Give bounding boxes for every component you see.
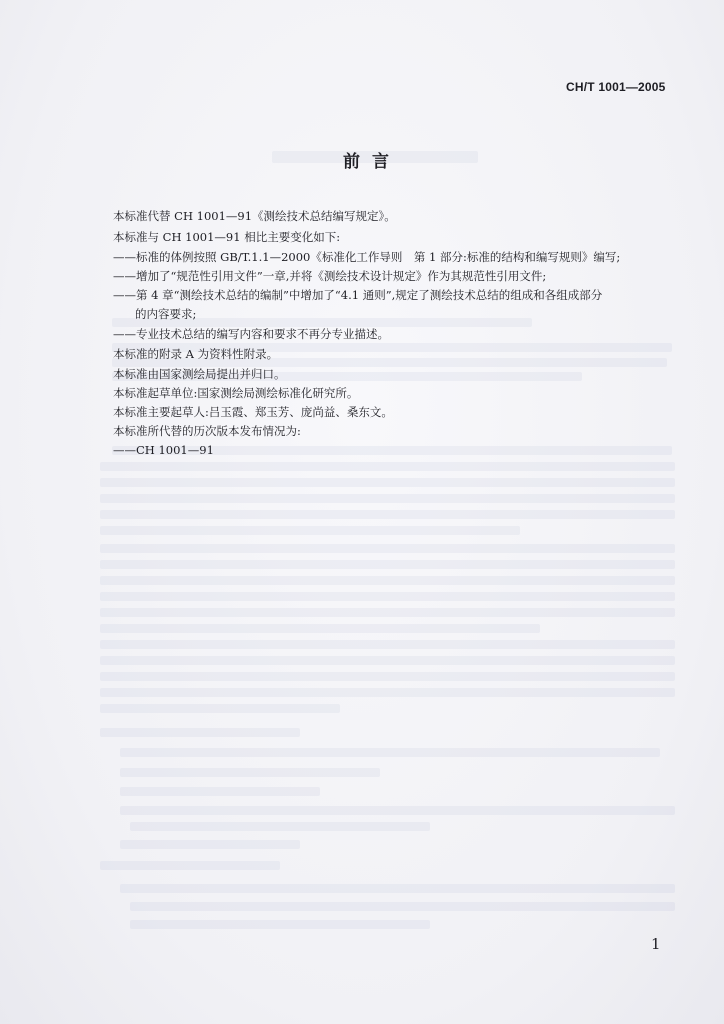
document-code: CH/T 1001—2005 [566, 80, 666, 94]
foreword-line: ——CH 1001—91 [113, 443, 214, 457]
foreword-line: 本标准的附录 A 为资料性附录。 [113, 347, 279, 361]
foreword-line: 本标准所代替的历次版本发布情况为: [113, 424, 301, 438]
foreword-line: 本标准代替 CH 1001—91《测绘技术总结编写规定》。 [113, 209, 396, 223]
foreword-line: ——第 4 章“测绘技术总结的编制”中增加了“4.1 通则”,规定了测绘技术总结的组成和各组成部分 [113, 288, 603, 302]
foreword-line: ——专业技术总结的编写内容和要求不再分专业描述。 [113, 327, 389, 341]
foreword-line: 本标准主要起草人:吕玉霞、郑玉芳、庞尚益、桑东文。 [113, 405, 393, 419]
foreword-line: 的内容要求; [135, 307, 197, 321]
foreword-line: 本标准与 CH 1001—91 相比主要变化如下: [113, 230, 341, 244]
page-number: 1 [651, 935, 661, 953]
foreword-line: ——增加了“规范性引用文件”一章,并将《测绘技术设计规定》作为其规范性引用文件; [113, 269, 547, 283]
foreword-line: 本标准由国家测绘局提出并归口。 [113, 367, 286, 381]
foreword-line: 本标准起草单位:国家测绘局测绘标准化研究所。 [113, 386, 359, 400]
page-title: 前言 [343, 152, 401, 172]
foreword-line: ——标准的体例按照 GB/T.1.1—2000《标准化工作导则 第 1 部分:标准的结构和编写规则》编写; [113, 250, 621, 264]
